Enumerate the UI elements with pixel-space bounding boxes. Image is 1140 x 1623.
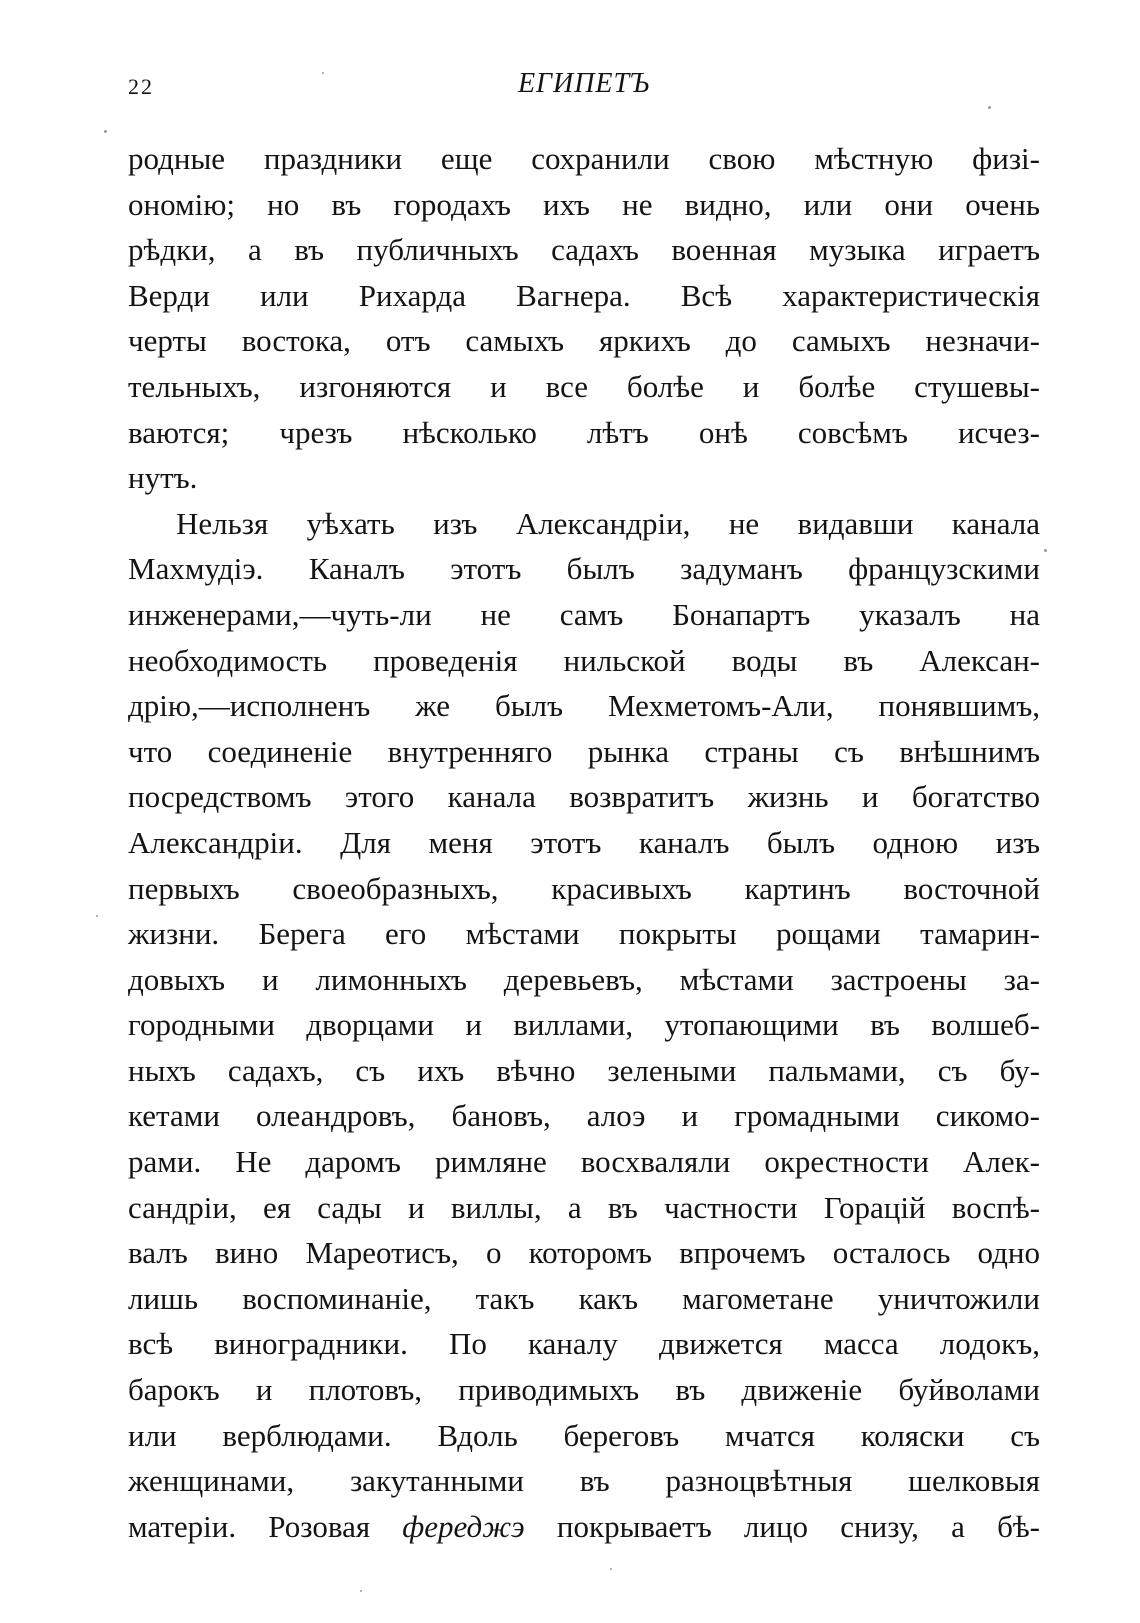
paper-speck [96, 915, 98, 917]
paper-speck [1044, 549, 1047, 552]
text-line: женщинами, закутанными въ разноцвѣтныя шелковыя [128, 1463, 1040, 1499]
italic-term: фереджэ [402, 1508, 525, 1544]
paper-speck [360, 1590, 362, 1592]
text-line: необходимость проведенія нильской воды въ Алексан- [128, 642, 1040, 678]
text-line: Александріи. Для меня этотъ каналъ былъ одною изъ [128, 824, 1040, 860]
text-line: что соединеніе внутренняго рынка страны съ внѣшнимъ [128, 733, 1040, 769]
text-line: ономію; но въ городахъ ихъ не видно, или они очень [128, 186, 1040, 222]
text-line: рами. Не даромъ римляне восхваляли окрестности Алек- [128, 1144, 1040, 1180]
text-line: Махмудіэ. Каналъ этотъ былъ задуманъ французскими [128, 551, 1040, 587]
text-line: посредствомъ этого канала возвратитъ жизнь и богатство [128, 779, 1040, 815]
text-line: ваются; чрезъ нѣсколько лѣтъ онѣ совсѣмъ исчез- [128, 414, 1040, 450]
text-line: городными дворцами и виллами, утопающими въ волшеб- [128, 1007, 1040, 1043]
text-segment: матеріи. Розовая [128, 1508, 403, 1544]
text-line: тельныхъ, изгоняются и все болѣе и болѣе стушевы- [128, 368, 1040, 404]
paragraph-end-line: нутъ. [128, 460, 198, 496]
text-line: жизни. Берега его мѣстами покрыты рощами тамарин- [128, 916, 1040, 952]
text-line: черты востока, отъ самыхъ яркихъ до самыхъ незначи- [128, 323, 1040, 359]
body-text [128, 136, 1040, 1549]
text-line: первыхъ своеобразныхъ, красивыхъ картинъ восточной [128, 870, 1040, 906]
paper-speck [322, 72, 324, 74]
text-line: рѣдки, а въ публичныхъ садахъ военная музыка играетъ [128, 232, 1040, 268]
text-line: барокъ и плотовъ, приводимыхъ въ движеніе буйволами [128, 1372, 1040, 1408]
text-line: Верди или Рихарда Вагнера. Всѣ характеристическія [128, 277, 1040, 313]
paper-speck [610, 1568, 612, 1570]
text-line: всѣ виноградники. По каналу движется масса лодокъ, [128, 1326, 1040, 1362]
text-line: инженерами,—чуть-ли не самъ Бонапартъ указалъ на [128, 596, 1040, 632]
running-title: ЕГИПЕТЪ [517, 68, 651, 99]
text-line: кетами олеандровъ, бановъ, алоэ и громадными сикомо- [128, 1098, 1040, 1134]
page-number: 22 [128, 74, 154, 99]
text-line: сандріи, ея сады и виллы, а въ частности Горацій воспѣ- [128, 1189, 1040, 1225]
running-head [128, 68, 1040, 108]
text-line-last [128, 1504, 1040, 1550]
text-line: ныхъ садахъ, съ ихъ вѣчно зелеными пальмами, съ бу- [128, 1052, 1040, 1088]
text-line: родные праздники еще сохранили свою мѣстную физі- [128, 141, 1040, 176]
text-line: довыхъ и лимонныхъ деревьевъ, мѣстами застроены за- [128, 961, 1040, 997]
paragraph-first-line: Нельзя уѣхать изъ Александріи, не видавши канала [176, 505, 1040, 541]
paper-speck [104, 130, 107, 133]
text-line: дрію,—исполненъ же былъ Мехметомъ-Али, понявшимъ, [128, 688, 1040, 724]
text-line: валъ вино Мареотисъ, о которомъ впрочемъ осталось одно [128, 1235, 1040, 1271]
text-segment: покрываетъ лицо снизу, а бѣ- [524, 1508, 1040, 1544]
paper-speck [988, 106, 991, 109]
text-line: лишь воспоминаніе, такъ какъ магометане уничтожили [128, 1280, 1040, 1316]
text-line: или верблюдами. Вдоль береговъ мчатся коляски съ [128, 1417, 1040, 1453]
